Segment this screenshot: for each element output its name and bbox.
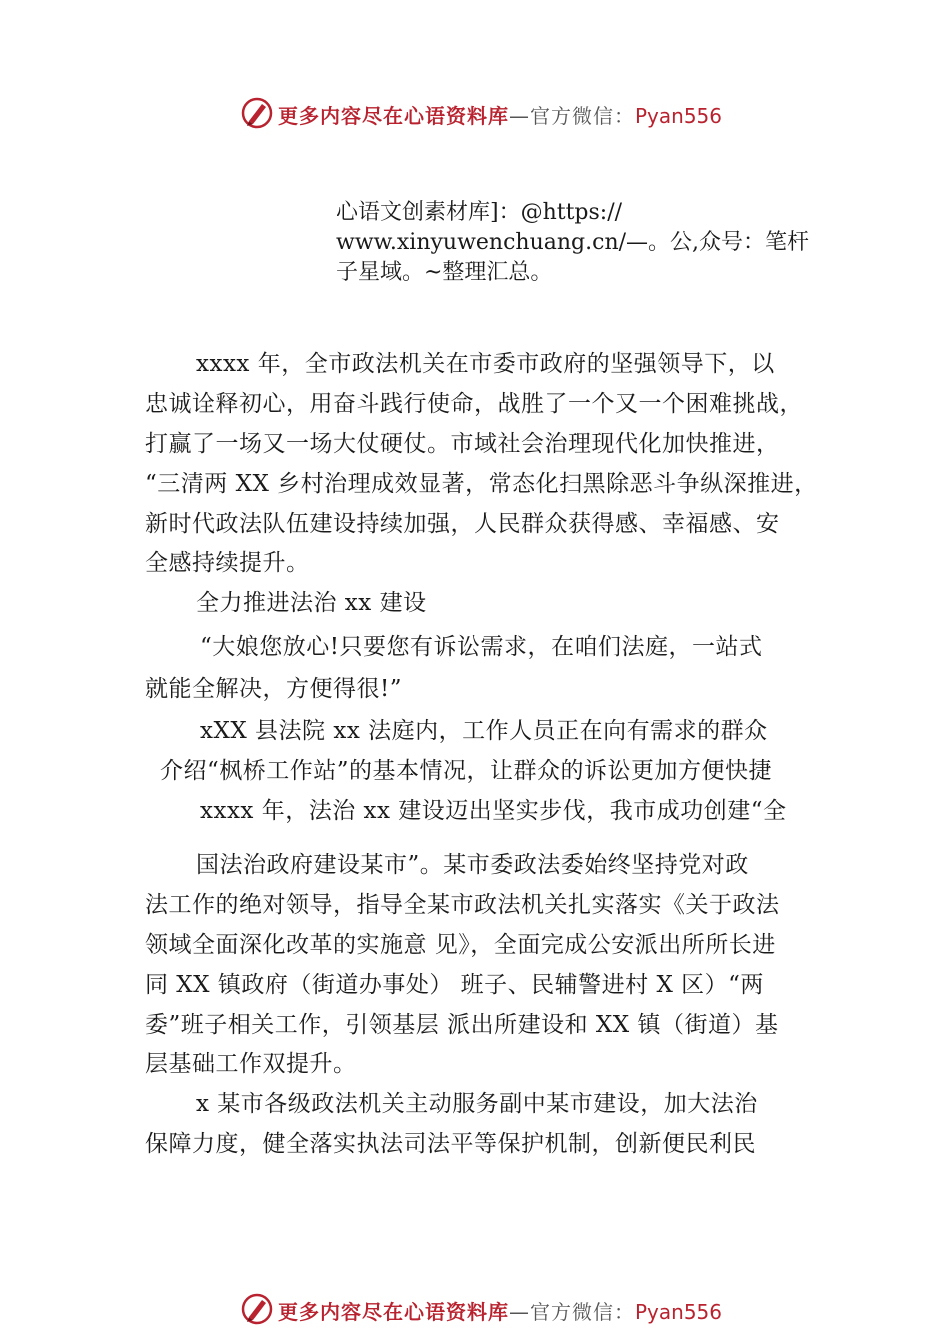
paragraph-line: 法工作的绝对领导，指导全某市政法机关扎实落实《关于政法 [145, 892, 780, 918]
pen-logo-icon [240, 96, 274, 130]
paragraph-line: 领域全面深化改革的实施意 见》，全面完成公安派出所所长进 [145, 932, 776, 958]
caption-line: xXX 县法院 xx 法庭内，工作人员正在向有需求的群众 [200, 718, 768, 744]
section-heading: 全力推进法治 xx 建设 [196, 590, 427, 616]
pen-logo-icon [240, 1292, 274, 1326]
source-line: www.xinyuwenchuang.cn/—。公,众号：笔杆 [336, 230, 810, 255]
paragraph-line: 新时代政法队伍建设持续加强，人民群众获得感、幸福感、安 [145, 511, 780, 537]
paragraph-line: “三清两 XX 乡村治理成效显著，常态化扫黑除恶斗争纵深推进， [145, 471, 818, 497]
paragraph-line: 保障力度，健全落实执法司法平等保护机制，创新便民利民 [145, 1131, 756, 1157]
banner-text [278, 1296, 722, 1325]
quote-line: 就能全解决，方便得很!” [145, 676, 403, 702]
caption-line: 介绍“枫桥工作站”的基本情况，让群众的诉讼更加方便快捷 [160, 758, 773, 784]
banner-wechat-id: Pyan556 [635, 1300, 723, 1324]
source-line: 心语文创素材库]：@https:// [336, 200, 623, 225]
paragraph-line: 国法治政府建设某市”。某市委政法委始终坚持党对政 [196, 852, 749, 878]
banner-sub-text: —官方微信： [509, 1300, 635, 1324]
paragraph-line: 层基础工作双提升。 [145, 1051, 357, 1077]
banner-main-text: 更多内容尽在心语资料库 [278, 104, 509, 128]
header-banner [0, 94, 950, 134]
paragraph-line: xxxx 年，法治 xx 建设迈出坚实步伐，我市成功创建“全 [200, 798, 787, 824]
paragraph-line: 打赢了一场又一场大仗硬仗。市域社会治理现代化加快推进， [145, 431, 780, 457]
paragraph-line: xxxx 年，全市政法机关在市委市政府的坚强领导下，以 [196, 351, 775, 377]
footer-banner [0, 1290, 950, 1330]
banner-sub-text: —官方微信： [509, 104, 635, 128]
paragraph-line: 忠诚诠释初心，用奋斗践行使命，战胜了一个又一个困难挑战， [145, 391, 803, 417]
banner-wechat-id: Pyan556 [635, 104, 723, 128]
paragraph-line: 同 XX 镇政府（街道办事处） 班子、民辅警进村 X 区）“两 [145, 972, 764, 998]
source-line: 子星域。~整理汇总。 [336, 260, 553, 285]
banner-text [278, 100, 722, 129]
banner-main-text: 更多内容尽在心语资料库 [278, 1300, 509, 1324]
paragraph-line: 全感持续提升。 [145, 550, 310, 576]
source-note [336, 198, 846, 288]
quote-line: “大娘您放心!只要您有诉讼需求，在咱们法庭，一站式 [200, 634, 763, 660]
paragraph-line: x 某市各级政法机关主动服务副中某市建设，加大法治 [196, 1091, 758, 1117]
paragraph-line: 委”班子相关工作，引领基层 派出所建设和 XX 镇（街道）基 [145, 1012, 779, 1038]
